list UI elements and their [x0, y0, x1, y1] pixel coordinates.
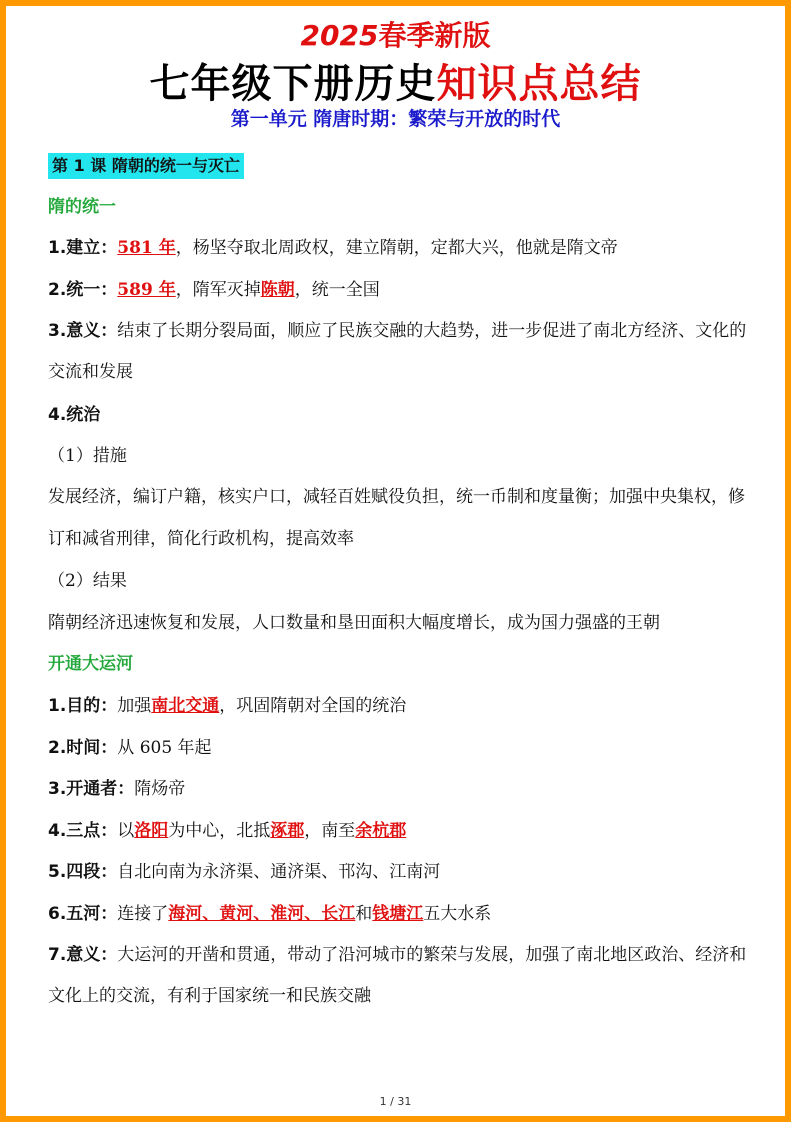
item-label: 6.五河： — [48, 903, 118, 924]
item-text: 和 — [355, 903, 373, 924]
lesson-heading: 第 1 课 隋朝的统一与灭亡 — [48, 153, 244, 179]
highlight-text: 余杭郡 — [355, 820, 407, 841]
section-heading-canal: 开通大运河 — [48, 654, 133, 675]
page-title — [6, 52, 785, 109]
list-item — [48, 269, 755, 311]
item-label: 3.开通者： — [48, 779, 135, 800]
title-red-part: 知识点总结 — [436, 61, 642, 107]
paragraph: 隋朝经济迅速恢复和发展，人口数量和垦田面积大幅度增长，成为国力强盛的王朝 — [48, 612, 660, 633]
edition-label: 春季新版 — [378, 19, 491, 52]
highlight-text: 洛阳 — [134, 820, 169, 841]
highlight-text: 钱塘江 — [372, 903, 424, 924]
item-text: ，南至 — [304, 820, 356, 841]
list-item — [48, 852, 755, 894]
unit-heading: 第一单元 隋唐时期：繁荣与开放的时代 — [230, 108, 561, 130]
list-item-heading: 4.统治 — [48, 404, 101, 425]
item-text: 连接了 — [117, 903, 169, 924]
item-text: ，杨坚夺取北周政权，建立隋朝，定都大兴，他就是隋文帝 — [175, 238, 618, 259]
item-label: 3.意义： — [48, 320, 118, 341]
paragraph: 发展经济，编订户籍，核实户口，减轻百姓赋役负担，统一币制和度量衡；加强中央集权，修订和减省刑律，简化行政机构，提高效率 — [48, 487, 745, 549]
item-text: 为中心，北抵 — [168, 820, 271, 841]
item-text: 结束了长期分裂局面，顺应了民族交融的大趋势，进一步促进了南北方经济、文化的交流和发展 — [48, 320, 747, 383]
item-label: 4.三点： — [48, 820, 118, 841]
item-text: 自北向南为永济渠、通济渠、邗沟、江南河 — [117, 862, 441, 883]
item-label: 2.统一： — [48, 279, 118, 300]
item-text: 以 — [117, 820, 135, 841]
list-item — [48, 228, 755, 270]
item-text: ，巩固隋朝对全国的统治 — [219, 695, 407, 716]
item-text: 加强 — [117, 695, 152, 716]
item-text: ，隋军灭掉 — [175, 279, 261, 300]
sub-heading: （1）措施 — [48, 446, 127, 467]
item-label: 5.四段： — [48, 862, 118, 883]
edition-banner — [6, 14, 785, 54]
item-label: 1.建立： — [48, 238, 118, 259]
list-item — [48, 810, 755, 852]
item-label: 1.目的： — [48, 695, 118, 716]
item-text: 大运河的开凿和贯通，带动了沿河城市的繁荣与发展，加强了南北地区政治、经济和文化上的交流，有利于国家统一和民族交融 — [48, 944, 747, 1007]
highlight-text: 589 年 — [117, 279, 176, 300]
lesson-row — [48, 146, 755, 186]
list-item — [48, 727, 755, 769]
title-black-part: 七年级下册历史 — [149, 61, 437, 107]
document-body — [48, 146, 755, 1018]
highlight-text: 涿郡 — [270, 820, 305, 841]
page-number: 1 / 31 — [379, 1095, 412, 1108]
highlight-text: 南北交通 — [151, 695, 220, 716]
item-text: 隋炀帝 — [134, 779, 186, 800]
edition-year: 2025 — [300, 19, 379, 52]
highlight-text: 陈朝 — [260, 279, 295, 300]
item-text: ，统一全国 — [294, 279, 380, 300]
item-label: 2.时间： — [48, 737, 118, 758]
item-text: 从 605 年起 — [117, 737, 212, 758]
list-item — [48, 768, 755, 810]
list-item — [48, 893, 755, 935]
sub-heading: （2）结果 — [48, 571, 127, 592]
section-heading-unification: 隋的统一 — [48, 196, 116, 217]
item-label: 7.意义： — [48, 944, 118, 965]
list-item — [48, 311, 755, 394]
highlight-text: 581 年 — [117, 238, 176, 259]
item-text: 五大水系 — [423, 903, 492, 924]
list-item — [48, 935, 755, 1018]
highlight-text: 海河、黄河、淮河、长江 — [168, 903, 356, 924]
list-item — [48, 685, 755, 727]
